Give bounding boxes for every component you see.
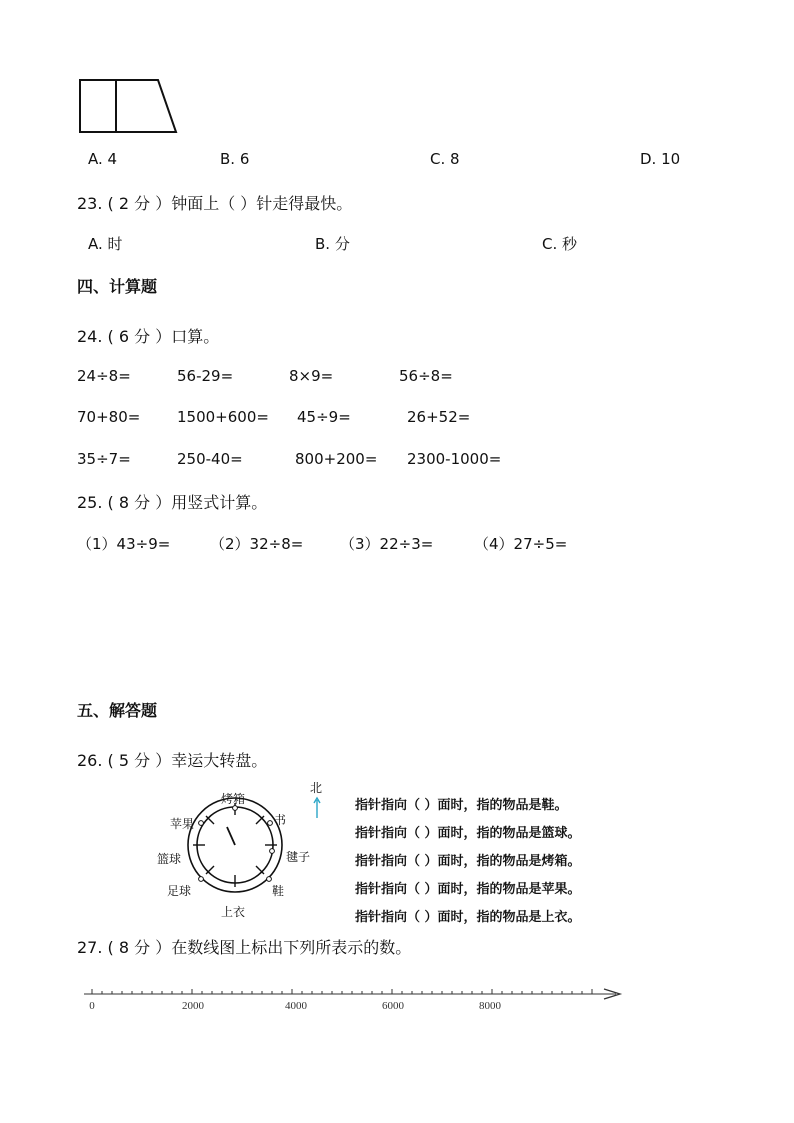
q22-option-c[interactable]: C. 8 [430, 150, 460, 168]
q24-r3-c1: 35÷7= [77, 450, 131, 468]
section4-title: 四、计算题 [77, 277, 158, 296]
q26-stem: 26. ( 5 分 ）幸运大转盘。 [77, 751, 268, 770]
north-label: 北 [310, 781, 323, 795]
number-line-label-2000: 2000 [182, 1000, 204, 1012]
q26-line-1: 指针指向（ ）面时，指的物品是鞋。 [355, 798, 568, 813]
wheel-label-bottom: 上衣 [221, 905, 246, 919]
number-line-label-8000: 8000 [479, 1000, 501, 1012]
q22-option-b[interactable]: B. 6 [220, 150, 250, 168]
q25-item-2: （2）32÷8= [210, 535, 304, 553]
q22-option-d[interactable]: D. 10 [640, 150, 681, 168]
q24-stem: 24. ( 6 分 ）口算。 [77, 327, 220, 346]
q25-stem: 25. ( 8 分 ）用竖式计算。 [77, 493, 268, 512]
q24-r3-c4: 2300-1000= [407, 450, 502, 468]
number-line-label-6000: 6000 [382, 1000, 404, 1012]
number-line-label-0: 0 [89, 1000, 95, 1012]
wheel-label-top-right: 书 [274, 813, 287, 827]
q26-line-4: 指针指向（ ）面时，指的物品是苹果。 [355, 882, 581, 897]
wheel-pointer[interactable] [227, 827, 235, 845]
q24-r3-c2: 250-40= [177, 450, 243, 468]
number-line-ticks [92, 989, 592, 994]
q22-figure [78, 78, 182, 136]
q23-option-b[interactable]: B. 分 [315, 235, 350, 253]
q24-r2-c4: 26+52= [407, 408, 471, 426]
q27-stem: 27. ( 8 分 ）在数线图上标出下列所表示的数。 [77, 938, 412, 957]
number-line-label-4000: 4000 [285, 1000, 307, 1012]
figure-outline [80, 80, 176, 132]
wheel-label-right: 毽子 [286, 850, 311, 864]
q23-option-a[interactable]: A. 时 [88, 235, 123, 253]
wheel-label-bottom-left: 足球 [167, 884, 192, 898]
q26-line-2: 指针指向（ ）面时，指的物品是篮球。 [355, 826, 581, 841]
q25-item-3: （3）22÷3= [340, 535, 434, 553]
wheel-label-left: 篮球 [157, 852, 182, 866]
q26-line-5: 指针指向（ ）面时，指的物品是上衣。 [355, 910, 581, 925]
q23-stem: 23. ( 2 分 ）钟面上（ ）针走得最快。 [77, 194, 353, 213]
q24-r2-c1: 70+80= [77, 408, 141, 426]
number-line [80, 984, 630, 1014]
q23-option-c[interactable]: C. 秒 [542, 235, 578, 253]
wheel-label-top: 烤箱 [221, 792, 246, 806]
q25-item-4: （4）27÷5= [474, 535, 568, 553]
q24-r1-c1: 24÷8= [77, 367, 131, 385]
q25-item-1: （1）43÷9= [77, 535, 171, 553]
q24-r1-c3: 8×9= [289, 367, 334, 385]
q24-r1-c4: 56÷8= [399, 367, 453, 385]
q24-r1-c2: 56-29= [177, 367, 234, 385]
q22-option-a[interactable]: A. 4 [88, 150, 118, 168]
q24-r2-c3: 45÷9= [297, 408, 351, 426]
north-arrow-icon [312, 796, 322, 820]
wheel-label-bottom-right: 鞋 [272, 884, 285, 898]
q24-r3-c3: 800+200= [295, 450, 378, 468]
q24-r2-c2: 1500+600= [177, 408, 269, 426]
q26-line-3: 指针指向（ ）面时，指的物品是烤箱。 [355, 854, 581, 869]
wheel-label-top-left: 苹果 [170, 817, 195, 831]
section5-title: 五、解答题 [77, 701, 158, 720]
